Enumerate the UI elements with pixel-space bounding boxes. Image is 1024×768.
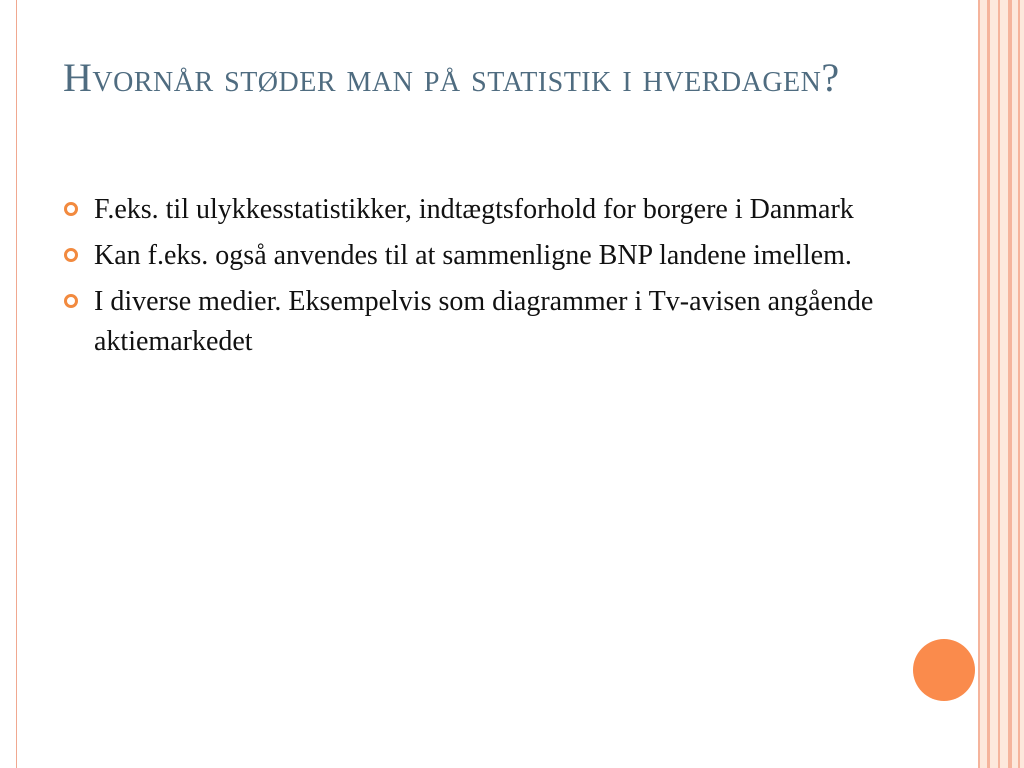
right-band-line <box>1008 0 1012 768</box>
bullet-ring-icon <box>64 248 78 262</box>
slide-title: Hvornår støder man på statistik i hverdagen? <box>63 55 840 100</box>
right-band-line <box>987 0 990 768</box>
bullet-text: F.eks. til ulykkesstatistikker, indtægtsforhold for borgere i Danmark <box>94 194 854 225</box>
bullet-ring-icon <box>64 294 78 308</box>
bullet-text: I diverse medier. Eksempelvis som diagrammer i Tv-avisen angående aktiemarkedet <box>94 286 874 357</box>
bullet-list <box>60 190 900 368</box>
right-band-line <box>998 0 1000 768</box>
bullet-item <box>60 190 900 230</box>
accent-circle <box>913 639 975 701</box>
bullet-ring-icon <box>64 202 78 216</box>
bullet-item <box>60 236 900 276</box>
left-decorative-rule <box>16 0 17 768</box>
bullet-item <box>60 282 900 362</box>
bullet-text: Kan f.eks. også anvendes til at sammenligne BNP landene imellem. <box>94 240 852 271</box>
right-band-line <box>978 0 980 768</box>
right-band-line <box>1018 0 1020 768</box>
